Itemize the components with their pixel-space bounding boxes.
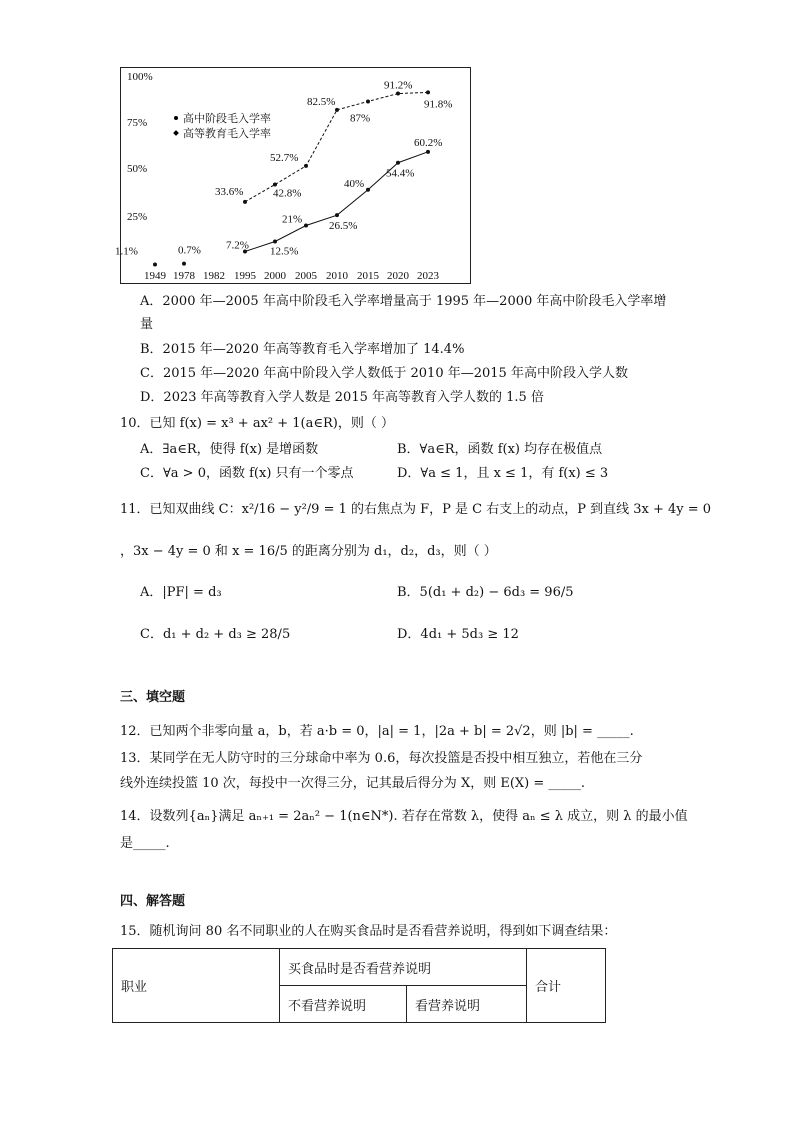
data-point — [273, 240, 277, 244]
q11-stem-2: ，3x − 4y = 0 和 x = 16/5 的距离分别为 d₁，d₂，d₃，则（ ） — [120, 544, 497, 559]
data-label: 60.2% — [414, 136, 443, 149]
chart-svg — [115, 68, 469, 282]
data-point — [426, 90, 430, 94]
data-point — [243, 200, 247, 204]
x-tick-label: 2010 — [326, 270, 348, 282]
q12: 12．已知两个非零向量 a，b，若 a·b = 0，|a| = 1，|2a + b| = 2√2，则 |b| = _____. — [120, 724, 634, 739]
data-label: 26.5% — [329, 220, 358, 233]
data-label: 91.8% — [424, 98, 453, 111]
data-label: 1.1% — [115, 245, 138, 258]
x-tick-label: 2000 — [264, 270, 286, 282]
data-point — [366, 99, 370, 103]
data-label: 7.2% — [226, 239, 249, 252]
header-job: 职业 — [113, 949, 280, 1023]
data-point — [396, 161, 400, 165]
q11-option-c: C．d₁ + d₂ + d₃ ≥ 28/5 — [140, 627, 291, 642]
y-tick-label: 50% — [127, 163, 148, 175]
q14-line-1: 14．设数列{aₙ}满足 aₙ₊₁ = 2aₙ² − 1(n∈N*). 若存在常数 λ，使得 aₙ ≤ λ 成立，则 λ 的最小值 — [120, 809, 688, 824]
data-point — [335, 108, 339, 112]
legend-label-high-school: 高中阶段毛入学率 — [183, 112, 271, 125]
data-label: 91.2% — [384, 79, 413, 92]
data-point — [304, 224, 308, 228]
survey-table — [112, 948, 606, 1023]
data-point — [366, 188, 370, 192]
x-tick-label: 1978 — [173, 270, 195, 282]
q13-line-2: 线外连续投篮 10 次，每投中一次得三分，记其最后得分为 X，则 E(X) = _____. — [120, 776, 586, 791]
q13-line-1: 13．某同学在无人防守时的三分球命中率为 0.6，每次投篮是否投中相互独立，若他在三分 — [120, 751, 643, 766]
data-point — [182, 262, 186, 266]
q10-option-b: B．∀a∈R，函数 f(x) 均存在极值点 — [397, 442, 603, 457]
data-point — [426, 150, 430, 154]
q10-stem: 10．已知 f(x) = x³ + ax² + 1(a∈R)，则（ ） — [120, 416, 394, 431]
data-point — [335, 213, 339, 217]
q9-option-b: B．2015 年—2020 年高等教育毛入学率增加了 14.4% — [140, 342, 465, 357]
data-label: 42.8% — [273, 187, 302, 200]
q9-option-c: C．2015 年—2020 年高中阶段入学人数低于 2010 年—2015 年高中阶段入学人数 — [140, 366, 628, 381]
q9-option-d: D．2023 年高等教育入学人数是 2015 年高等教育入学人数的 1.5 倍 — [140, 390, 544, 405]
enrollment-chart — [115, 67, 471, 284]
legend-label-higher-ed: 高等教育毛入学率 — [183, 127, 271, 140]
q11-option-a: A．|PF| = d₃ — [140, 585, 222, 600]
data-label: 87% — [350, 112, 371, 125]
section-answer-heading: 四、解答题 — [120, 894, 186, 909]
x-tick-label: 2020 — [387, 270, 409, 282]
q11-option-b: B．5(d₁ + d₂) − 6d₃ = 96/5 — [397, 585, 574, 600]
data-point — [153, 263, 157, 267]
q9-option-a-cont: 量 — [140, 317, 154, 332]
data-point — [273, 183, 277, 187]
y-tick-label: 75% — [127, 117, 148, 129]
header-group: 买食品时是否看营养说明 — [280, 949, 527, 986]
data-label: 21% — [282, 213, 303, 226]
data-label: 54.4% — [386, 167, 415, 180]
data-point — [304, 164, 308, 168]
q11-stem-1: 11．已知双曲线 C：x²/16 − y²/9 = 1 的右焦点为 F，P 是 C 右支上的动点，P 到直线 3x + 4y = 0 — [120, 502, 712, 517]
section-fill-in-heading: 三、填空题 — [120, 690, 186, 705]
x-tick-label: 1949 — [144, 270, 166, 282]
y-tick-label: 100% — [127, 71, 153, 83]
x-tick-label: 1982 — [203, 270, 225, 282]
x-tick-label: 2005 — [295, 270, 317, 282]
q11-option-d: D．4d₁ + 5d₃ ≥ 12 — [397, 627, 519, 642]
x-tick-label: 1995 — [234, 270, 256, 282]
legend-marker-higher-ed — [173, 130, 179, 136]
data-label: 33.6% — [215, 185, 244, 198]
x-tick-label: 2015 — [357, 270, 379, 282]
legend-marker-high-school — [174, 116, 178, 120]
q14-line-2: 是_____. — [120, 836, 170, 851]
data-label: 52.7% — [270, 151, 299, 164]
q10-option-a: A．∃a∈R，使得 f(x) 是增函数 — [140, 442, 319, 457]
header-read: 看营养说明 — [407, 986, 527, 1023]
q9-option-a: A．2000 年—2005 年高中阶段毛入学率增量高于 1995 年—2000 年高中阶段毛入学率增 — [140, 294, 667, 309]
y-tick-label: 25% — [127, 211, 148, 223]
q10-option-d: D．∀a ≤ 1，且 x ≤ 1，有 f(x) ≤ 3 — [397, 466, 609, 481]
header-total: 合计 — [527, 949, 606, 1023]
q15-stem: 15．随机询问 80 名不同职业的人在购买食品时是否看营养说明，得到如下调查结果： — [120, 924, 617, 939]
data-label: 82.5% — [307, 95, 336, 108]
data-point — [396, 92, 400, 96]
q10-option-c: C．∀a > 0，函数 f(x) 只有一个零点 — [140, 466, 354, 481]
header-not-read: 不看营养说明 — [280, 986, 407, 1023]
x-tick-label: 2023 — [417, 270, 439, 282]
data-label: 12.5% — [270, 245, 299, 258]
data-label: 40% — [344, 177, 365, 190]
data-label: 0.7% — [178, 244, 201, 257]
